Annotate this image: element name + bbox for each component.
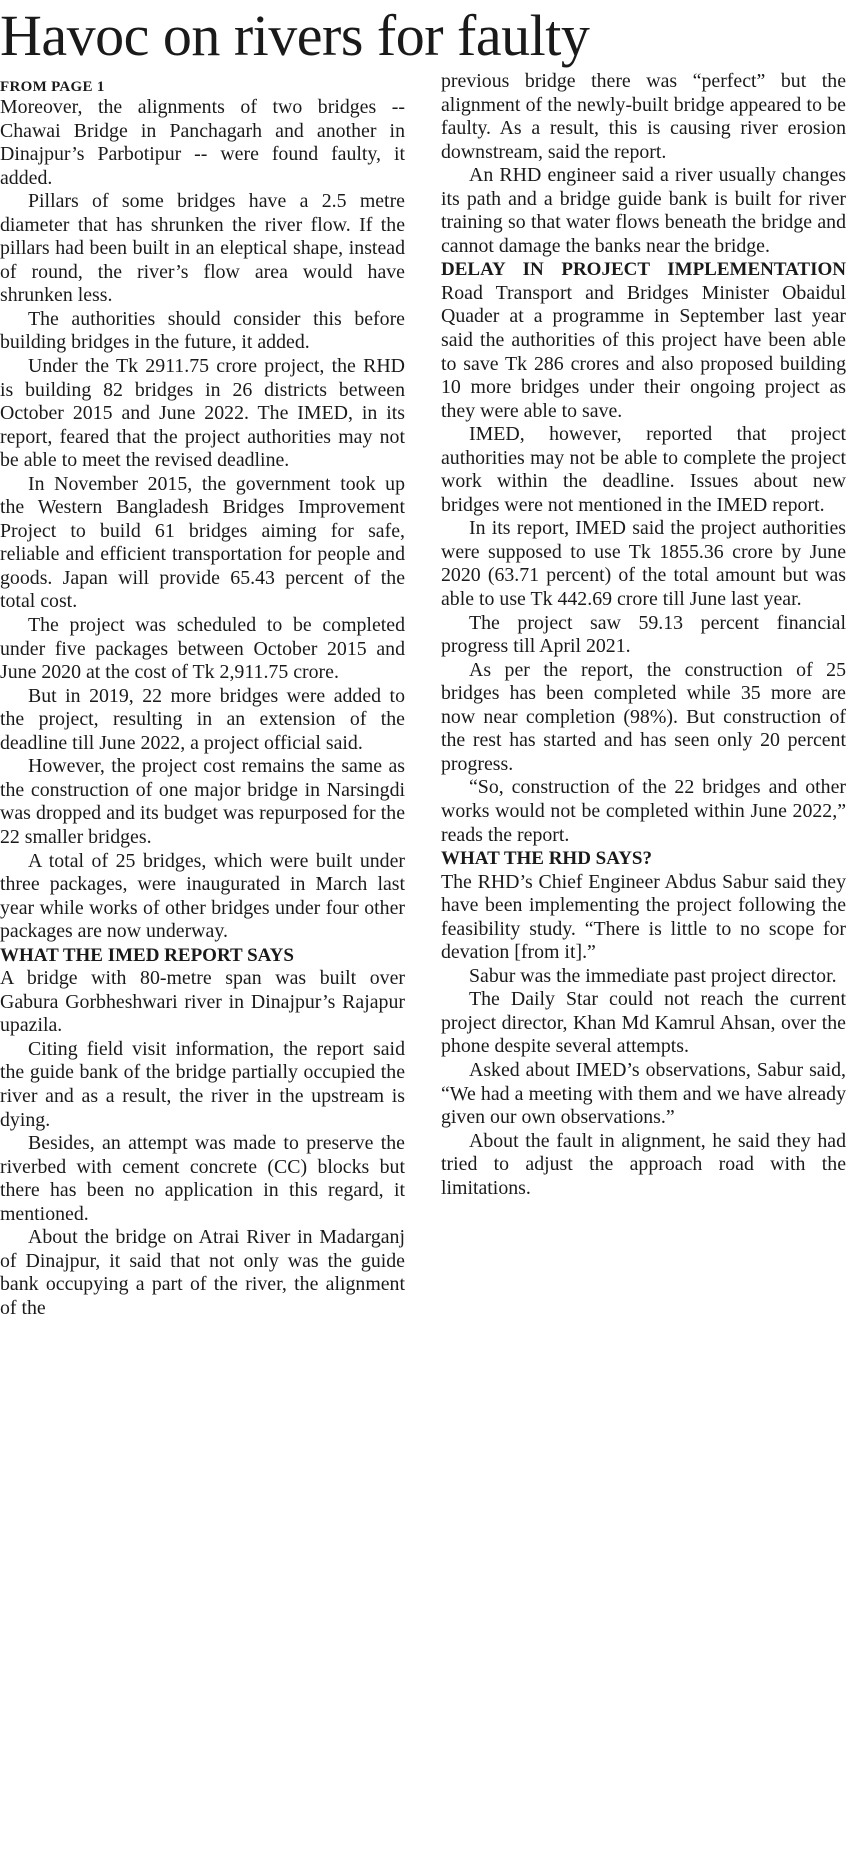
- paragraph: A total of 25 bridges, which were built under three packages, were inaugurated in March last year while works of other bridges under four other packages are now underway.: [0, 849, 405, 943]
- paragraph: The project was scheduled to be completed under five packages between October 2015 and June 2020 at the cost of Tk 2,911.75 crore.: [0, 614, 405, 684]
- paragraph: Besides, an attempt was made to preserve the riverbed with cement concrete (CC) blocks but there has been no application in this regard, it mentioned.: [0, 1132, 405, 1225]
- paragraph: Asked about IMED’s observations, Sabur said, “We had a meeting with them and we have already given our own observations.”: [441, 1058, 846, 1129]
- left-column: [0, 78, 405, 1320]
- paragraph: Moreover, the alignments of two bridges -- Chawai Bridge in Panchagarh and another in Dinajpur’s Parbotipur -- were found faulty, it added.: [0, 96, 405, 189]
- paragraph: In its report, IMED said the project authorities were supposed to use Tk 1855.36 crore by June 2020 (63.71 percent) of the total amount but was able to use Tk 442.69 crore till June last year.: [441, 517, 846, 611]
- paragraph: About the fault in alignment, he said they had tried to adjust the approach road with the limitations.: [441, 1129, 846, 1199]
- paragraph: Under the Tk 2911.75 crore project, the RHD is building 82 bridges in 26 districts between October 2015 and June 2022. The IMED, in its report, feared that the project authorities may not be able to meet the revised deadline.: [0, 355, 405, 472]
- headline: Havoc on rivers for faulty: [0, 3, 590, 68]
- paragraph: Road Transport and Bridges Minister Obaidul Quader at a programme in September last year said the authorities of this project have been able to save Tk 286 crores and also proposed building 10 more bridges under their ongoing project as they were able to save.: [441, 281, 846, 422]
- paragraph: The RHD’s Chief Engineer Abdus Sabur said they have been implementing the project following the feasibility study. “There is little to no scope for devation [from it].”: [441, 870, 846, 964]
- paragraph: A bridge with 80-metre span was built over Gabura Gorbheshwari river in Dinajpur’s Rajapur upazila.: [0, 967, 405, 1037]
- paragraph: “So, construction of the 22 bridges and other works would not be completed within June 2022,” reads the report.: [441, 776, 846, 846]
- paragraph: The authorities should consider this before building bridges in the future, it added.: [0, 307, 405, 354]
- paragraph: Pillars of some bridges have a 2.5 metre diameter that has shrunken the river flow. If the pillars had been built in an eleptical shape, instead of round, the river’s flow area would have shrunken less.: [0, 190, 405, 307]
- paragraph: The project saw 59.13 percent financial progress till April 2021.: [441, 611, 846, 658]
- paragraph: In November 2015, the government took up the Western Bangladesh Bridges Improvement Project to build 61 bridges aiming for safe, reliable and efficient transportation for people and goods. Japan will provide 65.43 percent of the total cost.: [0, 472, 405, 613]
- right-column: [441, 70, 846, 1200]
- paragraph: But in 2019, 22 more bridges were added to the project, resulting in an extension of the deadline till June 2022, a project official said.: [0, 684, 405, 754]
- paragraph: Citing field visit information, the report said the guide bank of the bridge partially occupied the river and as a result, the river in the upstream is dying.: [0, 1037, 405, 1131]
- paragraph: An RHD engineer said a river usually changes its path and a bridge guide bank is built for river training so that water flows beneath the bridge and cannot damage the banks near the bridge.: [441, 164, 846, 257]
- paragraph: The Daily Star could not reach the current project director, Khan Md Kamrul Ahsan, over the phone despite several attempts.: [441, 988, 846, 1058]
- paragraph: As per the report, the construction of 25 bridges has been completed while 35 more are now near completion (98%). But construction of the rest has started and has seen only 20 percent progress.: [441, 658, 846, 775]
- paragraph: Sabur was the immediate past project director.: [469, 964, 837, 987]
- section-subhead: DELAY IN PROJECT IMPLEMENTATION: [441, 259, 846, 281]
- section-subhead: WHAT THE IMED REPORT SAYS: [0, 944, 294, 966]
- continuation-kicker: FROM PAGE 1: [0, 79, 105, 95]
- paragraph: previous bridge there was “perfect” but the alignment of the newly-built bridge appeared to be faulty. As a result, this is causing river erosion downstream, said the report.: [441, 70, 846, 163]
- paragraph: However, the project cost remains the same as the construction of one major bridge in Narsingdi was dropped and its budget was repurposed for the 22 smaller bridges.: [0, 755, 405, 848]
- paragraph: About the bridge on Atrai River in Madarganj of Dinajpur, it said that not only was the guide bank occupying a part of the river, the alignment of the: [0, 1226, 405, 1319]
- paragraph: IMED, however, reported that project authorities may not be able to complete the project work within the deadline. Issues about new bridges were not mentioned in the IMED report.: [441, 423, 846, 516]
- section-subhead: WHAT THE RHD SAYS?: [441, 848, 653, 870]
